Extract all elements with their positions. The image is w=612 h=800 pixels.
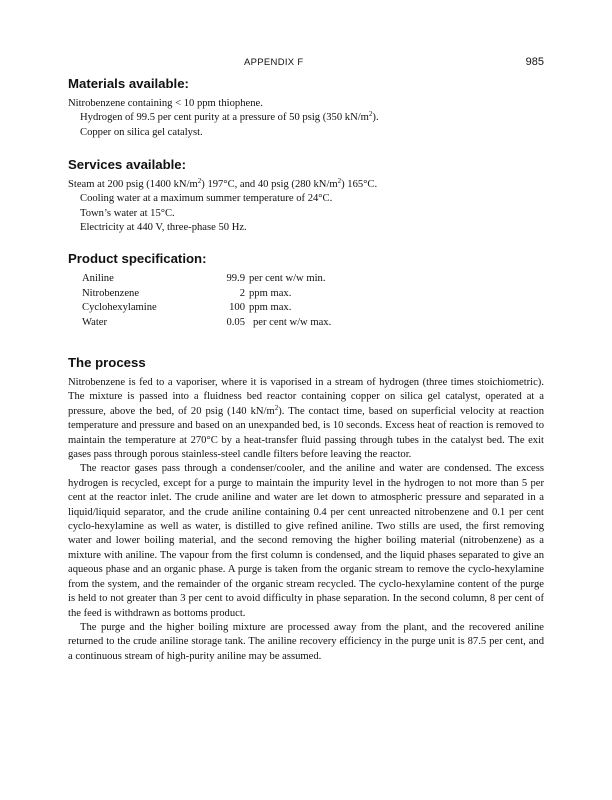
services-heading: Services available: (68, 157, 187, 172)
table-row (82, 316, 331, 331)
product-spec-heading: Product specification: (68, 251, 207, 266)
materials-list (68, 97, 544, 140)
table-row (82, 272, 331, 287)
process-paragraph-3: The purge and the higher boiling mixture are processed away from the plant, and the recovered aniline returned to the crude aniline storage tank. The aniline recovery efficiency in the purge unit is 87.5 per cent, and a continuous stream of high-purity aniline may be assumed. (68, 621, 544, 662)
spec-name: Water (82, 316, 108, 328)
process-paragraph-2: The reactor gases pass through a condenser/cooler, and the aniline and water are condensed. The excess hydrogen is recycled, except for a purge to maintain the impurity level in the hydrogen to not more than 5 per cent at the reactor inlet. The crude aniline and water are let down to atmospheric pressure and separated in a liquid/liquid separator, and the crude aniline containing 0.4 per cent unreacted nitrobenzene and 0.1 per cent cyclo-hexylamine as well as water, is distilled to give refined aniline. Two stills are used, the first removing water and lower boiling material, and the second removing the higher boiling material (nitrobenzene) as a mixture with aniline. The vapour from the first column is condensed, and the liquid phases separated to give an aqueous phase and an organic phase. A purge is taken from the organic stream to remove the cyclo-hexylamine from the system, and the remainder of the organic stream recycled. The cyclo-hexylamine content of the purge is held to not greater than 3 per cent to avoid difficulty in phase separation. In the second column, 8 per cent of the feed is withdrawn as bottoms product. (68, 463, 544, 619)
materials-line-hydrogen: Hydrogen of 99.5 per cent purity at a pressure of 50 psig (350 $kN/m^2$). (80, 110, 379, 124)
services-line-town-water: Town’s water at 15°C. (80, 207, 175, 219)
spec-value: 0.05 (226, 316, 245, 328)
spec-value: 100 (229, 302, 245, 313)
spec-unit: ppm max. (249, 287, 292, 299)
process-paragraph-1: Nitrobenzene is fed to a vaporiser, where it is vaporised in a stream of hydrogen (three times stoichiometric). The mixture is passed into a fluidness bed reactor containing copper on silica gel catalyst, operated at a pressure, above the bed, of 20 psig (140 $kN/m^2$). The contact time, based on superficial velocity at reaction temperature and pressure and based on an unexpanded bed, is 10 seconds. Excess heat of reaction is removed to maintain the temperature at 270°C by a heat-transfer fluid passing through tubes in the catalyst bed. The exit gases pass through porous stainless-steel candle filters before leaving the reactor. (68, 377, 544, 461)
materials-heading: Materials available: (68, 76, 189, 91)
services-line-steam: Steam at 200 psig (1400 $kN/m^2$) 197°C, and 40 psig (280 $kN/m^2$) 165°C. (68, 177, 378, 190)
spec-unit: per cent w/w min. (249, 273, 326, 284)
table-row (82, 287, 331, 302)
services-line-cooling: Cooling water at a maximum summer temperature of 24°C. (80, 193, 333, 205)
spec-unit: ppm max. (249, 302, 292, 313)
process-heading: The process (68, 355, 146, 370)
running-header (68, 57, 544, 71)
spec-value: 99.9 (226, 273, 245, 284)
services-line-electricity: Electricity at 440 V, three-phase 50 Hz. (80, 222, 247, 234)
product-spec-table (82, 272, 331, 330)
spec-unit: per cent w/w max. (253, 316, 332, 328)
process-body (68, 376, 544, 664)
spec-value: 2 (239, 287, 245, 299)
table-row (82, 301, 331, 316)
services-list (68, 178, 544, 236)
spec-name: Aniline (82, 273, 114, 284)
materials-line-nitrobenzene: Nitrobenzene containing < 10 ppm thiophene. (68, 98, 263, 109)
running-title: APPENDIX F (244, 57, 304, 68)
spec-name: Nitrobenzene (82, 287, 140, 299)
materials-line-catalyst: Copper on silica gel catalyst. (80, 126, 203, 138)
spec-name: Cyclohexylamine (82, 302, 157, 313)
page-number: 985 (525, 56, 544, 68)
